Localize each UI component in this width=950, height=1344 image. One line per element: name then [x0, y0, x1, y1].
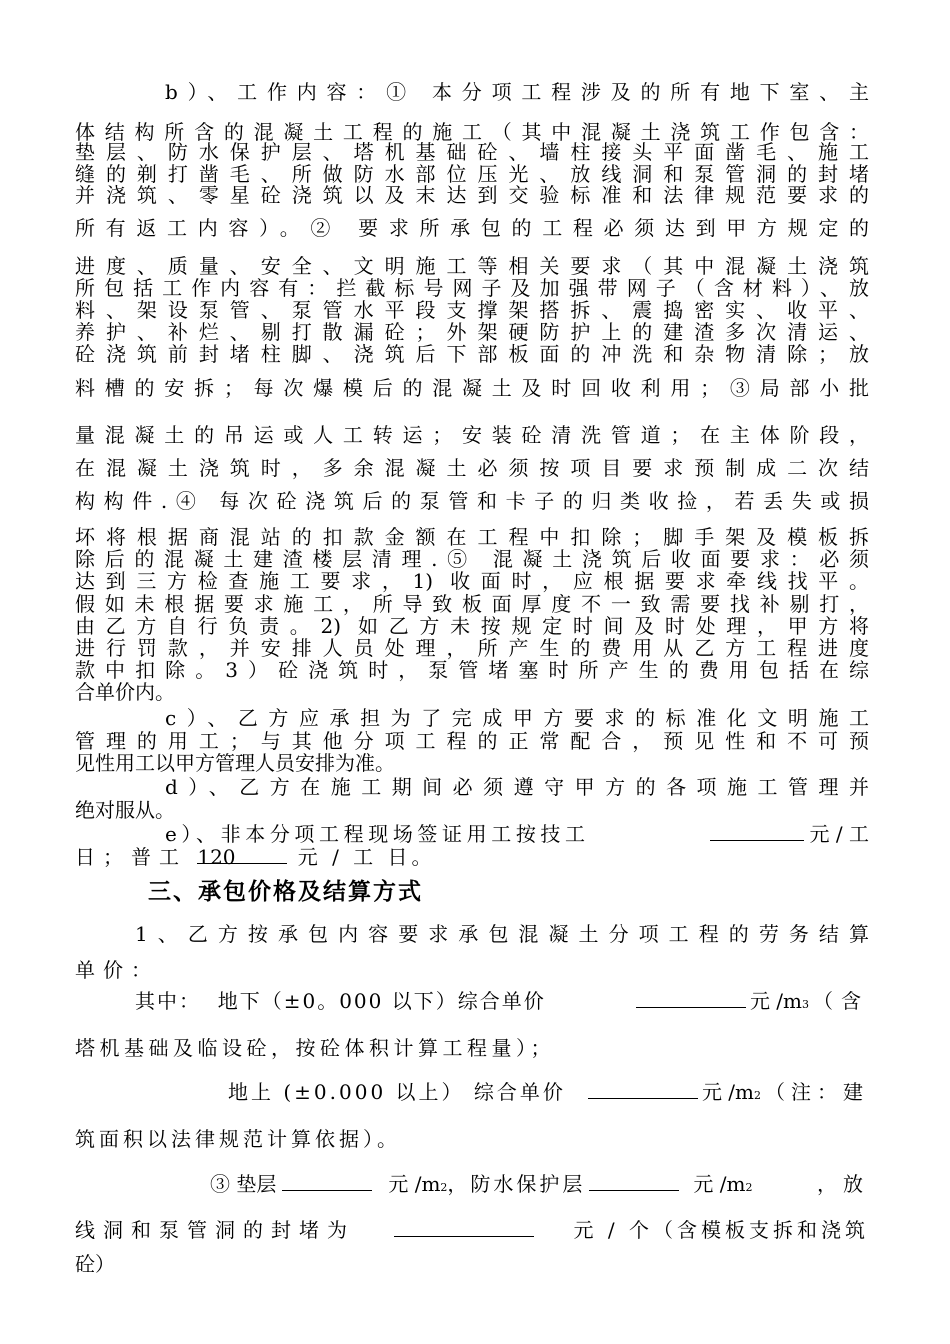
section-b-line: 合单价内。: [75, 680, 175, 704]
underground-price-blank: [636, 989, 746, 1008]
hole-seal-price-blank: [394, 1218, 534, 1237]
aboveground-label: 地上 (±0.000 以上） 综合单价: [228, 1080, 566, 1104]
section-b-line: 体结构所含的混凝土工程的施工（其中混凝土浇筑工作包含：: [75, 120, 869, 144]
section-b-line: 款中扣除。3）砼浇筑时，泵管堵塞时所产生的费用包括在综: [75, 658, 869, 682]
item-3-line: ③ 垫层 元 /m 2 ，防水保护层 元 /m 2 ，放: [210, 1172, 869, 1196]
section-b-line: 所有返工内容）。② 要求所承包的工程必须达到甲方规定的: [75, 216, 869, 240]
underground-price-line: 其中： 地下（±0。000 以下）综合单价 元 /m 3 （含: [135, 989, 869, 1013]
section-e-unit: 元 / 工: [809, 822, 869, 846]
section-d-line: d）、乙方在施工期间必须遵守甲方的各项施工管理并: [165, 775, 869, 799]
underground-line-2: 塔机基础及临设砼，按砼体积计算工程量）；: [75, 1036, 555, 1060]
section-heading: 三、承包价格及结算方式: [148, 878, 423, 905]
section-b-line: 砼浇筑前封堵柱脚、浇筑后下部板面的冲洗和杂物清除；放: [75, 342, 869, 366]
skilled-rate-blank: [710, 822, 804, 841]
section-c-line: 见性用工以甲方管理人员安排为准。: [75, 751, 395, 775]
item-3-line-3: 砼）: [75, 1252, 115, 1276]
section-b-line: 料槽的安拆；每次爆模后的混凝土及时回收利用；③局部小批: [75, 376, 869, 400]
section-e-prefix: 日；普工: [75, 845, 187, 869]
aboveground-unit: 元 /m: [701, 1080, 754, 1104]
worker-rate-value: 120: [197, 845, 287, 864]
section-b-line: 坏将根据商混站的扣款金额在工程中扣除；脚手架及模板拆: [75, 525, 869, 549]
section-c-line: c）、乙方应承担为了完成甲方要求的标准化文明施工: [165, 706, 869, 730]
section-b-line: 进度、质量、安全、文明施工等相关要求（其中混凝土浇筑: [75, 254, 869, 278]
section-b-line: 假如未根据要求施工，所导致板面厚度不一致需要找补剔打，: [75, 592, 869, 616]
section-b-line: 在混凝土浇筑时，多余混凝土必须按项目要求预制成二次结: [75, 456, 869, 480]
section-b-line: 缝的剃打凿毛、所做防水部位压光、放线洞和泵管洞的封堵: [75, 162, 869, 186]
section-c-line: 管理的用工；与其他分项工程的正常配合，预见性和不可预: [75, 729, 869, 753]
clause-1-line: 单价：: [75, 958, 159, 982]
underground-label: 其中： 地下（±0。000 以下）综合单价: [135, 989, 546, 1013]
section-b-line: 进行罚款，并安排人员处理，所产生的费用从乙方工程进度: [75, 636, 869, 660]
section-b-line: 垫层、防水保护层、塔机基础砼、墙柱接头平面凿毛、施工: [75, 140, 869, 164]
section-e-line: [75, 845, 869, 869]
item-3-unit-1: 元 /m: [388, 1172, 441, 1196]
section-b-line: 所包括工作内容有：拦截标号网子及加强带网子（含材料）、放: [75, 276, 869, 300]
underground-unit: 元 /m: [749, 989, 802, 1013]
section-d-line: 绝对服从。: [75, 798, 175, 822]
item-3-unit-2: 元 /m: [693, 1172, 746, 1196]
item-3-prefix: ③ 垫层: [210, 1172, 277, 1196]
item-3-line-2: [75, 1218, 869, 1242]
section-e-line: [165, 822, 869, 846]
section-b-line: 构构件.④ 每次砼浇筑后的泵管和卡子的归类收捡，若丢失或损: [75, 489, 869, 513]
section-b-line: 量混凝土的吊运或人工转运；安装砼清洗管道；在主体阶段，: [75, 423, 869, 447]
underground-after: （含: [813, 989, 869, 1013]
item-3-after: ，放: [817, 1172, 869, 1196]
waterproof-price-blank: [589, 1172, 679, 1191]
section-b-line: b）、工作内容：① 本分项工程涉及的所有地下室、主: [165, 80, 869, 104]
aboveground-line-2: 筑面积以法律规范计算依据）。: [75, 1127, 401, 1151]
section-b-line: 达到三方检查施工要求，1) 收面时，应根据要求牵线找平。: [75, 569, 869, 593]
section-e-text: e）、非本分项工程现场签证用工按技工: [165, 822, 590, 846]
cushion-price-blank: [282, 1172, 372, 1191]
section-b-line: 养护、补烂、剔打散漏砼；外架硬防护上的建渣多次清运、: [75, 320, 869, 344]
aboveground-price-line: 地上 (±0.000 以上） 综合单价 元 /m 2 （注：建: [228, 1080, 869, 1104]
section-b-line: 除后的混凝土建渣楼层清理.⑤ 混凝土浇筑后收面要求：必须: [75, 547, 869, 571]
aboveground-after: （注：建: [765, 1080, 869, 1104]
section-b-line: 并浇筑、零星砼浇筑以及末达到交验标准和法律规范要求的: [75, 183, 869, 207]
clause-1-line: 1、乙方按承包内容要求承包混凝土分项工程的劳务结算: [135, 922, 869, 946]
section-e-suffix: 元 / 工 日。: [297, 845, 436, 869]
aboveground-price-blank: [588, 1080, 698, 1099]
item-3-mid: ，防水保护层: [447, 1172, 586, 1196]
section-b-line: 料、架设泵管、泵管水平段支撑架搭拆、震捣密实、收平、: [75, 298, 869, 322]
item-3-line2-prefix: 线洞和泵管洞的封堵为: [75, 1218, 355, 1242]
section-b-line: 由乙方自行负责。2) 如乙方未按规定时间及时处理，甲方将: [75, 614, 869, 638]
item-3-line2-suffix: 元 / 个（含模板支拆和浇筑: [573, 1218, 869, 1242]
